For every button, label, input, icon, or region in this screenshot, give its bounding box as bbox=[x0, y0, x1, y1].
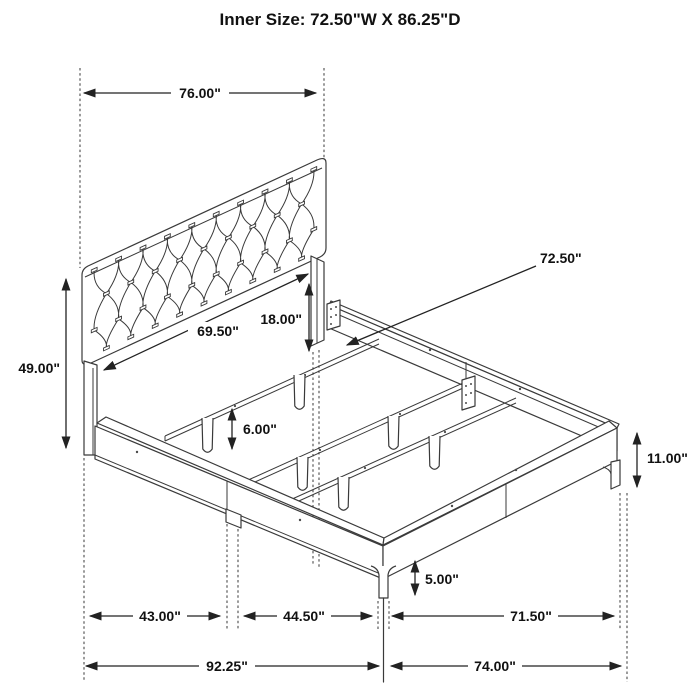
screw-dot bbox=[364, 467, 366, 469]
screw-dot bbox=[429, 349, 431, 351]
screw-dot bbox=[519, 388, 521, 390]
dim-headboard-panel-height bbox=[260, 284, 309, 351]
extension-lines bbox=[80, 68, 627, 682]
dim-foot-leg-height bbox=[415, 561, 459, 595]
dim-span-right bbox=[392, 607, 614, 624]
foot-rail bbox=[383, 421, 617, 579]
dim-span-mid bbox=[244, 607, 372, 624]
dim-span-left bbox=[90, 607, 220, 624]
dim-overall-width-label: 76.00" bbox=[179, 85, 221, 101]
dim-support-leg-height-label: 6.00" bbox=[243, 421, 277, 437]
screw-dot bbox=[136, 451, 138, 453]
bed-drawing bbox=[82, 159, 620, 598]
dim-span-left-label: 43.00" bbox=[139, 608, 181, 624]
dim-foot-leg-height-label: 5.00" bbox=[425, 571, 459, 587]
diagram-title: Inner Size: 72.50"W X 86.25"D bbox=[219, 10, 461, 29]
dim-headboard-height bbox=[18, 279, 66, 448]
dim-side-rail-height-label: 11.00" bbox=[647, 450, 688, 466]
support-leg bbox=[429, 436, 440, 469]
screw-dot bbox=[444, 431, 446, 433]
slat-bracket bbox=[462, 376, 475, 410]
screw-dot bbox=[299, 519, 301, 521]
dim-headboard-height-label: 49.00" bbox=[18, 360, 60, 376]
screw-dot bbox=[399, 413, 401, 415]
dim-inner-width bbox=[347, 250, 582, 345]
support-leg bbox=[294, 375, 305, 409]
support-leg bbox=[388, 416, 399, 449]
dim-span-right-label: 71.50" bbox=[510, 608, 552, 624]
back-rail-top bbox=[329, 301, 619, 428]
support-leg bbox=[202, 418, 213, 452]
support-leg bbox=[297, 457, 308, 490]
dim-overall-depth-label: 92.25" bbox=[206, 658, 248, 674]
screw-dot bbox=[515, 469, 517, 471]
dim-span-mid-label: 44.50" bbox=[283, 608, 325, 624]
dim-headboard-width-label: 69.50" bbox=[197, 323, 239, 339]
dim-overall-depth bbox=[86, 657, 379, 674]
support-leg bbox=[338, 477, 349, 510]
screw-dot bbox=[451, 505, 453, 507]
dim-support-leg-height bbox=[232, 409, 277, 449]
dim-side-rail-height bbox=[637, 433, 688, 487]
screw-dot bbox=[319, 449, 321, 451]
foot-back-leg bbox=[611, 460, 620, 489]
slat-2 bbox=[246, 379, 472, 486]
headboard-hook-bracket bbox=[327, 300, 340, 330]
foot-rail-face bbox=[383, 428, 617, 579]
dim-overall-width bbox=[84, 84, 316, 101]
dim-inner-width-label: 72.50" bbox=[540, 250, 582, 266]
foot-rail-top bbox=[383, 421, 617, 545]
back-rail-inner-edge bbox=[330, 311, 617, 435]
screw-dot bbox=[234, 405, 236, 407]
dim-foot-width-label: 74.00" bbox=[474, 658, 516, 674]
dim-headboard-panel-height-label: 18.00" bbox=[260, 311, 302, 327]
back-side-rail bbox=[327, 300, 619, 451]
dim-foot-width bbox=[391, 657, 621, 674]
